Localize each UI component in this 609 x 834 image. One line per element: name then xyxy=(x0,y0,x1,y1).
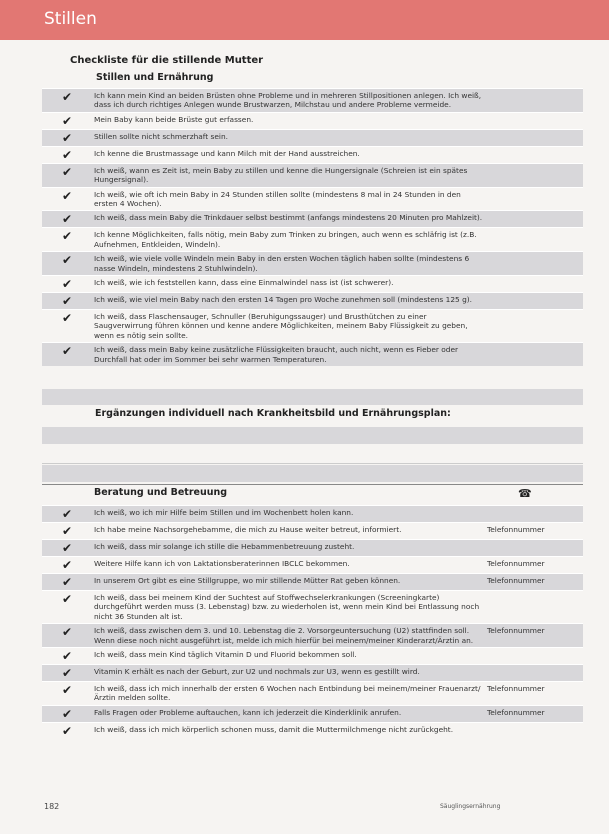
blank-row xyxy=(42,427,583,444)
phone-number-label xyxy=(487,252,583,276)
checklist-row xyxy=(42,112,583,129)
checklist-item-text: Ich kenne die Brustmassage und kann Milch mit der Hand ausstreichen. xyxy=(94,146,487,163)
checklist-item-text: Ich weiß, dass mein Kind täglich Vitamin D und Fluorid bekommen soll. xyxy=(94,648,487,665)
checklist-item-text: Ich kann mein Kind an beiden Brüsten ohne Probleme und in mehreren Stillpositionen anlegen. Ich weiß, dass ich durch richtiges Anlegen wunde Brustwarzen, Milchstau und andere Probleme vermeide. xyxy=(94,89,487,113)
checklist-item-text: Ich weiß, dass mir solange ich stille die Hebammenbetreuung zusteht. xyxy=(94,540,487,557)
phone-number-label: Telefonnummer xyxy=(487,557,583,574)
blank-row xyxy=(42,389,583,405)
checklist-item-text: Ich weiß, wie viel mein Baby nach den ersten 14 Tagen pro Woche zunehmen soll (mindestens 125 g). xyxy=(94,293,487,310)
checklist-row xyxy=(42,228,583,252)
phone-number-label xyxy=(487,112,583,129)
checklist-item-text: Vitamin K erhält es nach der Geburt, zur U2 und nochmals zur U3, wenn es gestillt wird. xyxy=(94,665,487,682)
phone-number-label: Telefonnummer xyxy=(487,574,583,591)
checkmark-icon[interactable]: ✔ xyxy=(42,252,94,276)
checklist-item-text: Falls Fragen oder Probleme auftauchen, kann ich jederzeit die Kinderklinik anrufen. xyxy=(94,705,487,722)
page-number: 182 xyxy=(44,802,60,811)
checklist-item-text: Ich weiß, wie viele volle Windeln mein Baby in den ersten Wochen täglich haben sollte (mindestens 6 nasse Windeln, mindestens 2 Stuhlwindeln). xyxy=(94,252,487,276)
section-title-beratung: Beratung und Betreuung xyxy=(94,487,228,498)
section-title-ergaenzungen: Ergänzungen individuell nach Krankheitsbild und Ernährungsplan: xyxy=(95,408,451,419)
checklist-row xyxy=(42,211,583,228)
checklist-item-text: Ich weiß, dass mein Baby keine zusätzliche Flüssigkeiten braucht, auch nicht, wenn es Fieber oder Durchfall hat oder im Sommer bei sehr warmen Temperaturen. xyxy=(94,343,487,366)
checkmark-icon[interactable]: ✔ xyxy=(42,293,94,310)
checklist-table-beratung xyxy=(42,505,583,739)
checklist-row xyxy=(42,557,583,574)
checklist-row xyxy=(42,89,583,113)
checklist-row xyxy=(42,146,583,163)
checkmark-icon[interactable]: ✔ xyxy=(42,574,94,591)
phone-number-label xyxy=(487,722,583,739)
section-title-stillen: Stillen und Ernährung xyxy=(96,72,214,83)
checkmark-icon[interactable]: ✔ xyxy=(42,129,94,146)
checklist-row xyxy=(42,252,583,276)
divider xyxy=(42,484,583,485)
checklist-row xyxy=(42,682,583,706)
checkmark-icon[interactable]: ✔ xyxy=(42,540,94,557)
phone-number-label xyxy=(487,129,583,146)
checklist-item-text: In unserem Ort gibt es eine Stillgruppe, wo mir stillende Mütter Rat geben können. xyxy=(94,574,487,591)
checklist-item-text: Ich weiß, dass Flaschensauger, Schnuller (Beruhigungssauger) und Brusthütchen zu einer Saugverwirrung führen können und kenne andere Möglichkeiten, meinem Baby Flüssigkeit zu geben, wenn es nötig sein sollte. xyxy=(94,310,487,343)
phone-number-label xyxy=(487,228,583,252)
checklist-item-text: Mein Baby kann beide Brüste gut erfassen. xyxy=(94,112,487,129)
checkmark-icon[interactable]: ✔ xyxy=(42,648,94,665)
checkmark-icon[interactable]: ✔ xyxy=(42,276,94,293)
checklist-row xyxy=(42,540,583,557)
phone-number-label xyxy=(487,591,583,624)
checklist-item-text: Ich weiß, dass ich mich körperlich schonen muss, damit die Muttermilchmenge nicht zurückgeht. xyxy=(94,722,487,739)
checklist-row xyxy=(42,648,583,665)
checkmark-icon[interactable]: ✔ xyxy=(42,228,94,252)
phone-number-label: Telefonnummer xyxy=(487,624,583,648)
checklist-table-stillen xyxy=(42,88,583,366)
phone-number-label xyxy=(487,276,583,293)
checklist-row xyxy=(42,624,583,648)
checklist-item-text: Stillen sollte nicht schmerzhaft sein. xyxy=(94,129,487,146)
checkmark-icon[interactable]: ✔ xyxy=(42,211,94,228)
checklist-row xyxy=(42,665,583,682)
checkmark-icon[interactable]: ✔ xyxy=(42,557,94,574)
checklist-item-text: Ich kenne Möglichkeiten, falls nötig, mein Baby zum Trinken zu bringen, auch wenn es schläfrig ist (z.B. Aufnehmen, Entkleiden, Windeln). xyxy=(94,228,487,252)
checklist-row xyxy=(42,506,583,523)
phone-number-label: Telefonnummer xyxy=(487,682,583,706)
phone-number-label xyxy=(487,187,583,211)
checklist-row xyxy=(42,310,583,343)
checklist-item-text: Ich weiß, wo ich mir Hilfe beim Stillen und im Wochenbett holen kann. xyxy=(94,506,487,523)
checkmark-icon[interactable]: ✔ xyxy=(42,523,94,540)
phone-number-label xyxy=(487,343,583,366)
checklist-row xyxy=(42,293,583,310)
chapter-title: Stillen xyxy=(44,9,97,29)
checkmark-icon[interactable]: ✔ xyxy=(42,89,94,113)
checklist-row xyxy=(42,187,583,211)
phone-number-label: Telefonnummer xyxy=(487,705,583,722)
checkmark-icon[interactable]: ✔ xyxy=(42,665,94,682)
checkmark-icon[interactable]: ✔ xyxy=(42,682,94,706)
phone-number-label xyxy=(487,665,583,682)
checklist-row xyxy=(42,722,583,739)
checklist-item-text: Ich weiß, dass zwischen dem 3. und 10. Lebenstag die 2. Vorsorgeuntersuchung (U2) stattfinden soll. Wenn diese noch nicht ausgeführt ist, melde ich mich hierfür bei meinem/meiner Kinderarzt/Ärztin an. xyxy=(94,624,487,648)
phone-number-label xyxy=(487,89,583,113)
checkmark-icon[interactable]: ✔ xyxy=(42,591,94,624)
phone-number-label xyxy=(487,540,583,557)
checklist-row xyxy=(42,276,583,293)
checkmark-icon[interactable]: ✔ xyxy=(42,310,94,343)
checkmark-icon[interactable]: ✔ xyxy=(42,506,94,523)
checklist-item-text: Ich weiß, wie ich feststellen kann, dass eine Einmalwindel nass ist (ist schwerer). xyxy=(94,276,487,293)
checkmark-icon[interactable]: ✔ xyxy=(42,343,94,366)
phone-icon: ☎ xyxy=(518,487,532,500)
checklist-title: Checkliste für die stillende Mutter xyxy=(70,55,264,66)
phone-number-label xyxy=(487,310,583,343)
checklist-item-text: Ich weiß, wann es Zeit ist, mein Baby zu stillen und kenne die Hungersignale (Schreien ist ein spätes Hungersignal). xyxy=(94,163,487,187)
checklist-row xyxy=(42,591,583,624)
blank-row xyxy=(42,446,583,464)
checklist-row xyxy=(42,343,583,366)
chapter-header-bar xyxy=(0,0,609,40)
phone-number-label xyxy=(487,293,583,310)
checkmark-icon[interactable]: ✔ xyxy=(42,146,94,163)
checklist-item-text: Ich weiß, wie oft ich mein Baby in 24 Stunden stillen sollte (mindestens 8 mal in 24 Stunden in den ersten 4 Wochen). xyxy=(94,187,487,211)
blank-row xyxy=(42,465,583,482)
phone-number-label: Telefonnummer xyxy=(487,523,583,540)
checklist-item-text: Ich weiß, dass mein Baby die Trinkdauer selbst bestimmt (anfangs mindestens 20 Minuten pro Mahlzeit). xyxy=(94,211,487,228)
checklist-row xyxy=(42,129,583,146)
checkmark-icon[interactable]: ✔ xyxy=(42,112,94,129)
phone-number-label xyxy=(487,163,583,187)
phone-number-label xyxy=(487,506,583,523)
checklist-item-text: Weitere Hilfe kann ich von Laktationsberaterinnen IBCLC bekommen. xyxy=(94,557,487,574)
footer-text: Säuglingsernährung xyxy=(440,803,501,810)
checklist-row xyxy=(42,705,583,722)
checkmark-icon[interactable]: ✔ xyxy=(42,705,94,722)
checklist-row xyxy=(42,574,583,591)
phone-number-label xyxy=(487,211,583,228)
checklist-item-text: Ich weiß, dass bei meinem Kind der Suchtest auf Stoffwechselerkrankungen (Screeningkarte) durchgeführt werden muss (3. Lebenstag) bzw. zu wiederholen ist, wenn mein Kind bei Entlassung noch nicht 36 Stunden alt ist. xyxy=(94,591,487,624)
checklist-row xyxy=(42,523,583,540)
phone-number-label xyxy=(487,648,583,665)
checkmark-icon[interactable]: ✔ xyxy=(42,722,94,739)
checkmark-icon[interactable]: ✔ xyxy=(42,163,94,187)
checklist-item-text: Ich habe meine Nachsorgehebamme, die mich zu Hause weiter betreut, informiert. xyxy=(94,523,487,540)
checkmark-icon[interactable]: ✔ xyxy=(42,624,94,648)
checklist-row xyxy=(42,163,583,187)
checkmark-icon[interactable]: ✔ xyxy=(42,187,94,211)
checklist-item-text: Ich weiß, dass ich mich innerhalb der ersten 6 Wochen nach Entbindung bei meinem/meiner Frauenarzt/Ärztin melden sollte. xyxy=(94,682,487,706)
phone-number-label xyxy=(487,146,583,163)
